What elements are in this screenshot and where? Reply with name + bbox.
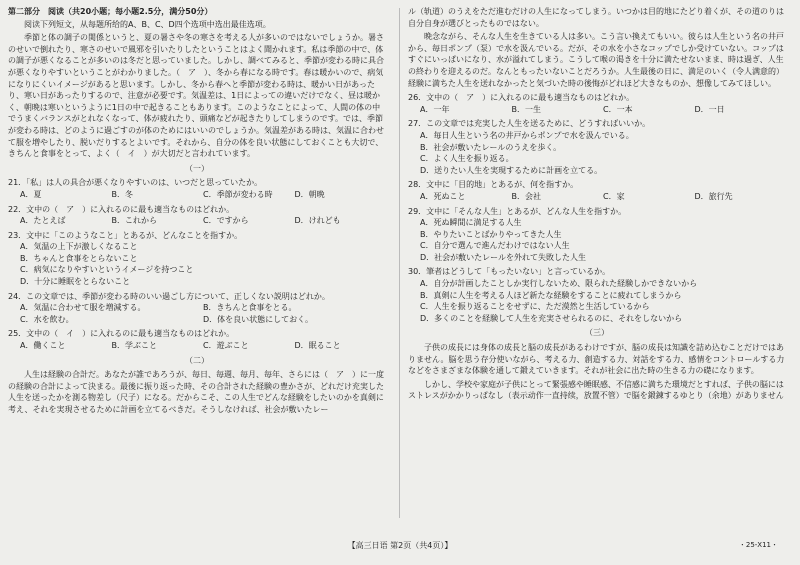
option[interactable]: C．家 <box>603 191 625 201</box>
question-25: 25．文中の（ イ ）に入れるのに最も適当なものはどれか。 <box>8 329 235 339</box>
option[interactable]: A．毎日人生という名の井戸からポンプで水を汲んでいる。 <box>420 130 634 140</box>
option[interactable]: A．一年 <box>420 104 450 114</box>
section-title: 第二部分 阅读（共20小题；每小题2.5分，满分50分） <box>8 7 213 16</box>
option[interactable]: A．たとえば <box>20 216 66 226</box>
question-22: 22．文中の（ ア ）に入れるのに最も適当なものはどれか。 <box>8 204 235 214</box>
question-29: 29．文中に「そんな人生」とあるが、どんな人生を指すか。 <box>408 206 627 216</box>
option[interactable]: B．冬 <box>111 189 133 199</box>
option[interactable]: C．水を飲む。 <box>20 314 74 324</box>
passage2-text: 人生は経験の合計だ。あなたが誰であろうが、毎日、毎週、毎月、毎年、さらには（ ア ）に一度の経験の合計によって決まる。最後に振り返った時、その合計された経験の豊かさが、どれだけ充実した人生を送ったかを測る物差し（尺子）になる。だからこそ、この人生でどんな経験をしたいのかを真剣に考え、それを実現させるために計画を立てるべきだ。そうしなければ、社会が敷いたレー <box>8 370 384 414</box>
option[interactable]: D．朝晩 <box>294 189 325 199</box>
option[interactable]: C．遊ぶこと <box>203 341 249 351</box>
page-footer: 【高三日语 第2页（共4页）】 <box>347 541 453 550</box>
question-26: 26．文中の（ ア ）に入れるのに最も適当なものはどれか。 <box>408 93 635 103</box>
option[interactable]: B．やりたいことばかりやってきた人生 <box>420 229 562 239</box>
options-24a <box>8 302 386 314</box>
option[interactable]: D．一日 <box>694 104 725 114</box>
option[interactable]: D．社会が敷いたレールを外れて失敗した人生 <box>420 252 586 262</box>
option[interactable]: C．ですから <box>203 216 249 226</box>
options-22 <box>8 215 386 227</box>
question-30: 30．筆者はどうして「もったいない」と言っているか。 <box>408 267 611 277</box>
page-code: ・25-X11・ <box>738 541 778 549</box>
option[interactable]: D．旅行先 <box>694 191 733 201</box>
question-28: 28．文中に「目的地」とあるが、何を指すか。 <box>408 180 579 190</box>
option[interactable]: C．よく人生を振り返る。 <box>420 154 514 164</box>
option[interactable]: A．気温の上下が激しくなること <box>20 242 138 252</box>
option[interactable]: C．人生を振り返ることをせずに、ただ漠然と生活しているから <box>420 302 650 312</box>
option[interactable]: B．会社 <box>511 191 541 201</box>
option[interactable]: C．自分で選んで進んだわけではない人生 <box>420 241 570 251</box>
passage2-para2: 晩念ながら、そんな人生を生きている人は多い。こう言い換えてもいい。彼らは人生という名の井戸から、毎日ポンプ（泵）で水を汲んでいる。だが、その水を小さなコップでしか受けていない。コップはすぐにいっぱいになり、水が溢れてしまう。こうして喉の渇きを十分に満たせないまま、時は過ぎ、人生の終わりを迎えるのだ。なんともったいないことだろうか。人生最後の日に、満足のいく（令人满意的）経験に満ちた人生を送れなかったと気づいた時の後悔がどれほど大きなものか、想像してみてほしい。 <box>408 32 784 88</box>
left-column <box>8 6 386 418</box>
question-27: 27．この文章では充実した人生を送るために、どうすればいいか。 <box>408 119 651 129</box>
passage2-label: （二） <box>185 355 209 365</box>
option[interactable]: A．働くこと <box>20 341 66 351</box>
option[interactable]: D．けれども <box>294 216 341 226</box>
instruction: 阅读下列短文，从每题所给的A、B、C、D四个选项中选出最佳选项。 <box>24 19 271 29</box>
passage3-para2: しかし、学校や家庭が子供にとって緊張感や睡眠感、不信感に満ちた環境だとすれば、子供の脳にはストレスがかかりっぱなし（表示动作一直持续，放置不管）で脳を鍛錬するゆとり（余地）がありません <box>408 379 784 401</box>
option[interactable]: A．死ぬこと <box>420 191 466 201</box>
option[interactable]: B．真剣に人生を考える人ほど新たな経験をすることに疲れてしまうから <box>420 290 682 300</box>
options-24b <box>8 314 386 326</box>
passage1-label: （一） <box>185 163 209 173</box>
options-28 <box>408 191 786 203</box>
option[interactable]: D．十分に睡眠をとらないこと <box>20 277 131 287</box>
options-25 <box>8 340 386 352</box>
option[interactable]: D．送りたい人生を実現するために計画を立てる。 <box>420 165 603 175</box>
option[interactable]: B．ちゃんと食事をとらないこと <box>20 253 138 263</box>
options-26 <box>408 104 786 116</box>
question-24: 24．この文章では、季節が変わる時のいい過ごし方について、正しくない説明はどれか。 <box>8 291 330 301</box>
option[interactable]: B．一生 <box>511 104 541 114</box>
right-column <box>408 6 786 404</box>
option[interactable]: B．きちんと食事をとる。 <box>203 303 297 313</box>
question-23: 23．文中に「このようなこと」とあるが、どんなことを指すか。 <box>8 230 243 240</box>
option[interactable]: A．気温に合わせて服を増減する。 <box>20 303 146 313</box>
passage1-text: 季節と体の調子の関係というと、夏の暑さや冬の寒さを考える人が多いのではないでしょうか。暑さのせいで倒れたり、寒さのせいで風邪を引いたりしたということはよく聞かれます。私は季節の中で、体の調子が悪くなることが多いのは冬だと思っていました。しかし、調べてみると、季節が変わる時に具合が悪くなりやすいということがわかりました。（ ア ）、冬から春になる時です。春は暖かいので、病気になりにくいイメージがあると思います。しかし、冬から春へと季節が変わる時は、暖かい日があったり、寒い日があったりするので、注意が必要です。気温差は、1日によっての違いだけでなく、昼は暖かく、朝晩は寒いというように1日の中で起きることもあります。このようなことによって、人間の体の中でうまくバランスがとれなくなって、体が疲れたり、頭痛などが起きたりしてしまうのです。では、季節が変わる時は、どのように過ごすのが体のためにはいいのでしょうか。気温差がある時は、気温に合わせて服を増やしたり、脱いだりするとよいです。それから、自分の体を良い状態にしておくことも大切で、きちんと食事をとって、よく（ イ ）が大切だと言われています。 <box>8 33 384 159</box>
option[interactable]: C．病気になりやすいというイメージを持つこと <box>20 265 194 275</box>
option[interactable]: A．自分が計画したことしか実行しないため、限られた経験しかできないから <box>420 279 698 289</box>
column-divider <box>399 8 400 518</box>
option[interactable]: C．季節が変わる時 <box>203 189 273 199</box>
option[interactable]: B．これから <box>111 216 157 226</box>
passage2-continued: ル（轨道）のうえをただ進むだけの人生になってしまう。いつかは目的地にたどり着くが、その道のりは自分自身が選びとったものではない。 <box>408 7 784 28</box>
option[interactable]: B．学ぶこと <box>111 341 157 351</box>
option[interactable]: D．眠ること <box>294 341 341 351</box>
option[interactable]: A．夏 <box>20 189 42 199</box>
option[interactable]: B．社会が敷いたレールのうえを歩く。 <box>420 142 562 152</box>
option[interactable]: D．体を良い状態にしておく。 <box>203 314 313 324</box>
options-21 <box>8 189 386 201</box>
option[interactable]: A．死ぬ瞬間に満足する人生 <box>420 218 522 228</box>
passage3-para1: 子供の成長には身体の成長と脳の成長があるわけですが、脳の成長は知識を詰め込むことだけではありません。脳を思う存分使いながら、考える力、創造する力、対話をする力、感情をコントロールする力などをさまざまな体験を通して鍛えていきます。それが社会に出た時の生きる力の礎になります。 <box>408 343 785 376</box>
option[interactable]: C．一本 <box>603 104 633 114</box>
option[interactable]: D．多くのことを経験して人生を充実させられるのに、それをしないから <box>420 313 683 323</box>
passage3-label: （三） <box>585 328 609 338</box>
question-21: 21．「私」は人の具合が悪くなりやすいのは、いつだと思っていたか。 <box>8 178 263 188</box>
